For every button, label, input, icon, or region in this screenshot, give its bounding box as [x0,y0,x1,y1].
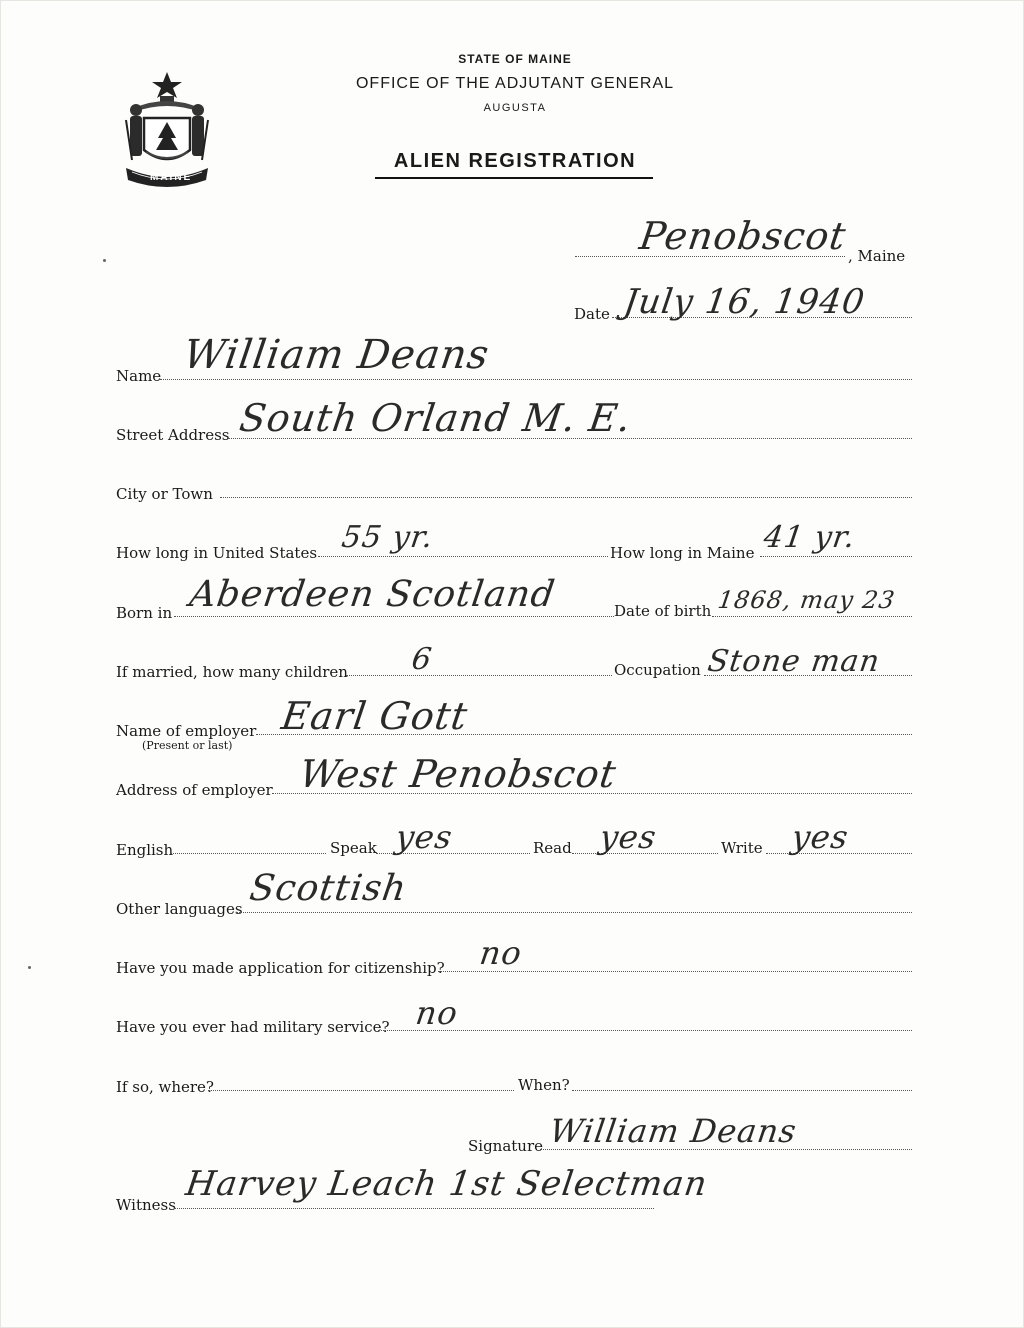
how-long-maine-value: 41 yr. [761,520,858,555]
how-long-maine-label: How long in Maine [610,544,755,562]
name-line [160,379,912,380]
title-underline [375,177,653,179]
witness-line [174,1208,654,1209]
form-title: ALIEN REGISTRATION [393,150,637,172]
date-of-birth-value: 1868, may 23 [716,586,898,614]
name-label: Name [116,367,162,385]
how-long-us-value: 55 yr. [339,520,436,555]
military-line [378,1030,912,1031]
children-line [346,675,612,676]
witness-value: Harvey Leach 1st Selectman [183,1164,711,1204]
witness-label: Witness [116,1196,176,1214]
write-value: yes [789,818,852,856]
county-value: Penobscot [636,214,850,258]
employer-label: Name of employer [116,722,257,740]
citizenship-label: Have you made application for citizenship? [116,959,445,977]
maine-label: , Maine [848,247,906,265]
date-value: July 16, 1940 [621,282,868,322]
date-of-birth-label: Date of birth [614,602,712,620]
speak-label: Speak [330,839,377,857]
seal-text: MAINE [150,172,193,183]
english-label: English [116,841,174,859]
where-label: If so, where? [116,1078,214,1096]
citizenship-value: no [477,934,525,972]
header-office: OFFICE OF THE ADJUTANT GENERAL [355,75,675,92]
header-city: AUGUSTA [483,102,547,114]
children-value: 6 [409,642,435,677]
children-label: If married, how many children [116,663,348,681]
occupation-label: Occupation [614,661,701,679]
read-label: Read [533,839,572,857]
born-in-value: Aberdeen Scotland [187,574,558,615]
signature-value: William Deans [547,1112,800,1150]
when-label: When? [518,1076,570,1094]
speak-value: yes [393,818,456,856]
write-label: Write [721,839,763,857]
employer-address-label: Address of employer [116,781,273,799]
date-of-birth-line [712,616,912,617]
born-in-line [174,616,614,617]
military-value: no [413,994,461,1032]
signature-label: Signature [468,1137,544,1155]
date-label: Date [574,305,610,323]
born-in-label: Born in [116,604,173,622]
scan-speck [28,966,31,969]
how-long-maine-line [760,556,912,557]
street-value: South Orland M. E. [236,396,635,440]
scan-speck [103,259,106,262]
occupation-value: Stone man [705,644,883,679]
name-value: William Deans [180,332,493,378]
header-state: STATE OF MAINE [458,52,572,66]
military-label: Have you ever had military service? [116,1018,390,1036]
english-line [170,853,326,854]
city-line [220,497,912,498]
other-languages-label: Other languages [116,900,243,918]
where-line [208,1090,514,1091]
when-line [572,1090,912,1091]
how-long-us-line [318,556,608,557]
employer-address-value: West Penobscot [296,752,620,796]
street-label: Street Address [116,426,230,444]
employer-sub-label: (Present or last) [142,739,233,752]
how-long-us-label: How long in United States [116,544,318,562]
other-languages-line [236,912,912,913]
read-value: yes [597,818,660,856]
employer-value: Earl Gott [278,694,471,738]
city-label: City or Town [116,485,213,503]
other-languages-value: Scottish [247,868,410,909]
